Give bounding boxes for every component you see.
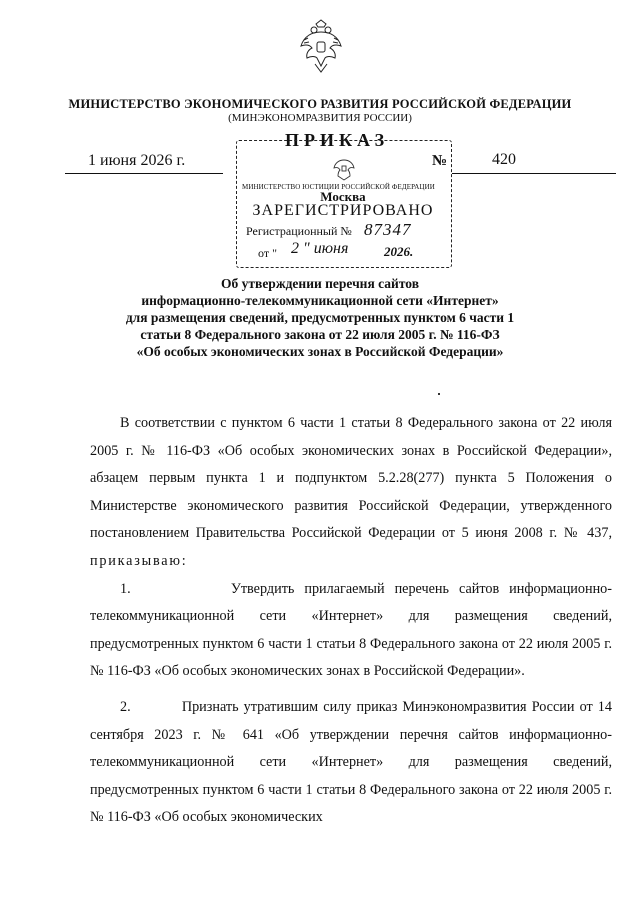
- title-line: Об утверждении перечня сайтов: [221, 276, 419, 291]
- ministry-short-name: (МИНЭКОНОМРАЗВИТИЯ РОССИИ): [228, 112, 412, 124]
- stamp-reg-label: Регистрационный №: [246, 224, 352, 238]
- stamp-year: 2026.: [384, 244, 414, 259]
- order-word: приказываю:: [90, 552, 188, 569]
- stamp-city: Москва: [320, 189, 366, 204]
- ministry-name: МИНИСТЕРСТВО ЭКОНОМИЧЕСКОГО РАЗВИТИЯ РОССИЙСКОЙ ФЕДЕРАЦИИ: [68, 97, 572, 111]
- registration-stamp: [236, 140, 454, 270]
- document-body: [90, 410, 612, 832]
- title-line: для размещения сведений, предусмотренных пунктом 6 части 1: [125, 310, 515, 325]
- item-2-text: Признать утратившим силу приказ Минэкономразвития России от 14 сентября 2023 г. № 641 «Об утверждении перечня сайтов информационно-телекоммуникационной сети «Интернет» для размещения сведений, предусмотренных пунктом 6 части 1 статьи 8 Федерального закона от 22 июля 2005 г. № 116-ФЗ «Об особых экономических: [90, 698, 612, 826]
- stamp-from-value: 2 " июня: [291, 240, 349, 257]
- item-1-text: Утвердить прилагаемый перечень сайтов информационно-телекоммуникационной сети «Интернет» для размещения сведений, предусмотренных пунктом 6 части 1 статьи 8 Федерального закона от 22 июля 2005 г. № 116-ФЗ «Об особых экономических зонах в Российской Федерации».: [90, 580, 612, 680]
- stamp-registered: ЗАРЕГИСТРИРОВАНО: [252, 202, 434, 219]
- stamp-reg-number: 87347: [364, 220, 412, 239]
- coat-of-arms-emblem: [298, 18, 344, 76]
- preamble-text: В соответствии с пунктом 6 части 1 статьи 8 Федерального закона от 22 июля 2005 г. № 116-ФЗ «Об особых экономических зонах в Российской Федерации», абзацем первым пункта 1 и подпунктом 5.2.28(277) пункта 5 Положения о Министерстве экономического развития Российской Федерации, утвержденного постановлением Правительства Российской Федерации от 5 июня 2008 г. № 437,: [90, 415, 612, 542]
- document-type: ПРИКАЗ: [285, 130, 390, 150]
- stamp-eagle-icon: [332, 156, 356, 182]
- stray-dot: [438, 393, 440, 395]
- item-2-paragraph: [90, 694, 612, 832]
- title-line: статьи 8 Федерального закона от 22 июля 2005 г. № 116-ФЗ: [140, 327, 500, 342]
- item-2-number: 2.: [120, 698, 131, 715]
- title-line: «Об особых экономических зонах в Российской Федерации»: [136, 344, 504, 359]
- stamp-from-label: от ": [258, 246, 277, 260]
- number-sign: №: [432, 153, 448, 169]
- item-1-paragraph: [90, 576, 612, 686]
- document-title: [0, 275, 640, 360]
- order-number: 420: [492, 151, 516, 168]
- title-line: информационно-телекоммуникационной сети «Интернет»: [141, 293, 499, 308]
- stamp-ministry-line: МИНИСТЕРСТВО ЮСТИЦИИ РОССИЙСКОЙ ФЕДЕРАЦИИ: [242, 183, 435, 191]
- order-date: 1 июня 2026 г.: [88, 152, 186, 169]
- number-underline: [452, 153, 616, 174]
- preamble-paragraph: [90, 410, 612, 576]
- item-1-number: 1.: [120, 580, 131, 597]
